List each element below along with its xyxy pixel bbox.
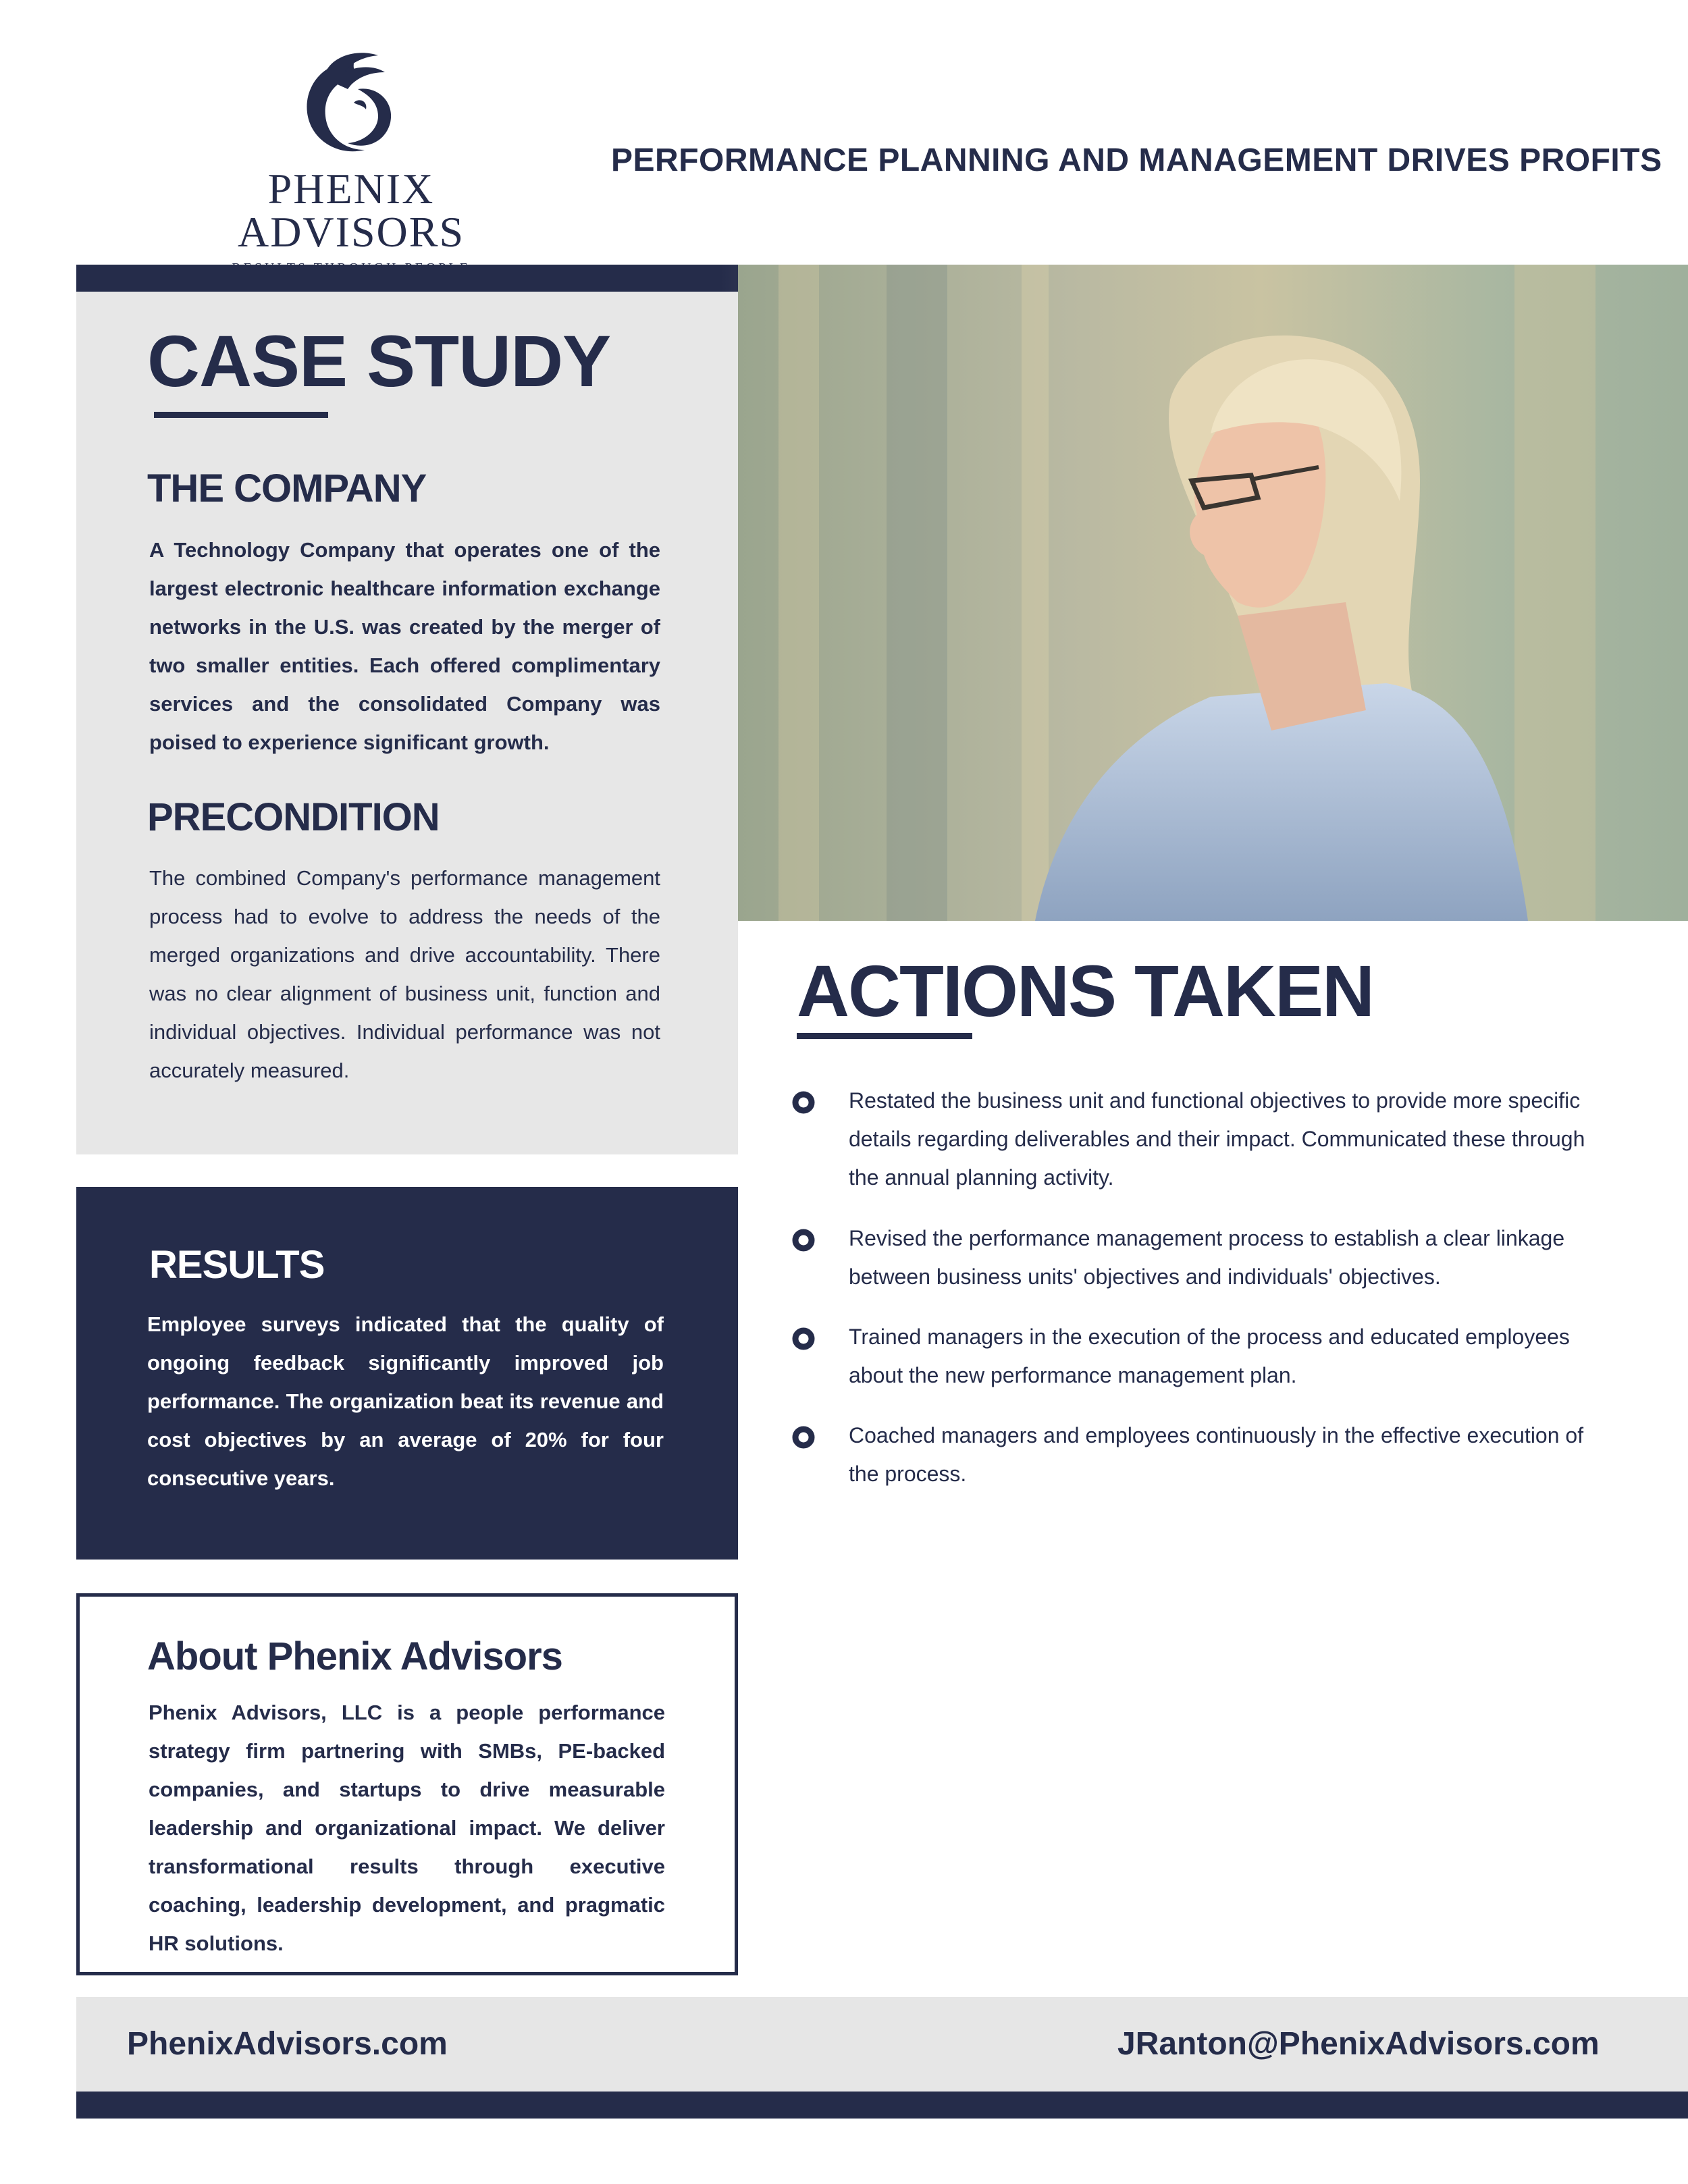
action-item-text: Trained managers in the execution of the process and educated employees about the new performance management plan. [849,1325,1570,1387]
logo-wordmark: PHENIX ADVISORS [237,165,465,256]
case-study-panel [76,292,738,1154]
about-box [76,1593,738,1975]
ring-bullet-icon [792,1426,815,1449]
phoenix-logo-icon [284,49,419,163]
case-study-underline [154,412,328,418]
results-text: Employee surveys indicated that the quality of ongoing feedback significantly improved job performance. The organization beat its revenue and cost objectives by an average of 20% for four consecutive years. [147,1312,664,1490]
action-item-text: Restated the business unit and functional objectives to provide more specific details regarding deliverables and their impact. Communicated these through the annual planning activity. [849,1088,1585,1190]
ring-bullet-icon [792,1229,815,1252]
footer-email-link[interactable]: JRanton@PhenixAdvisors.com [1117,2026,1600,2062]
action-item-1 [792,1082,1602,1197]
action-item-2 [792,1219,1602,1296]
results-heading: RESULTS [149,1243,325,1287]
actions-underline [797,1033,972,1039]
footer-band [76,2092,1688,2119]
ring-bullet-icon [792,1327,815,1350]
company-text: A Technology Company that operates one of the largest electronic healthcare information exchange networks in the U.S. was created by the merger of two smaller entities. Each offered complimentary services and the consolidated Company was poised to experience significant growth. [149,538,660,754]
woman-portrait-image [738,265,1688,921]
action-item-3 [792,1318,1602,1395]
hero-photo [738,265,1688,921]
company-logo [155,49,547,256]
ring-bullet-icon [792,1091,815,1114]
actions-heading: ACTIONS TAKEN [797,950,1373,1032]
about-heading: About Phenix Advisors [147,1634,562,1678]
precondition-heading: PRECONDITION [147,795,440,839]
company-heading: THE COMPANY [147,467,427,510]
about-text: Phenix Advisors, LLC is a people performance strategy firm partnering with SMBs, PE-backed companies, and startups to drive measurable leadership and organizational impact. We deliver transformational results through executive coaching, leadership development, and pragmatic HR solutions. [149,1701,665,1955]
case-study-title: CASE STUDY [147,320,611,402]
action-item-4 [792,1416,1602,1493]
precondition-text: The combined Company's performance management process had to evolve to address the needs of the merged organizations and drive accountability. There was no clear alignment of business unit, function and individual objectives. Individual performance was not accurately measured. [149,866,660,1082]
action-item-text: Coached managers and employees continuously in the effective execution of the process. [849,1423,1584,1486]
action-item-text: Revised the performance management process to establish a clear linkage between business units' objectives and individuals' objectives. [849,1226,1565,1289]
results-panel [76,1187,738,1560]
header-title: PERFORMANCE PLANNING AND MANAGEMENT DRIVES PROFITS [611,142,1662,178]
footer-website-link[interactable]: PhenixAdvisors.com [127,2026,448,2062]
